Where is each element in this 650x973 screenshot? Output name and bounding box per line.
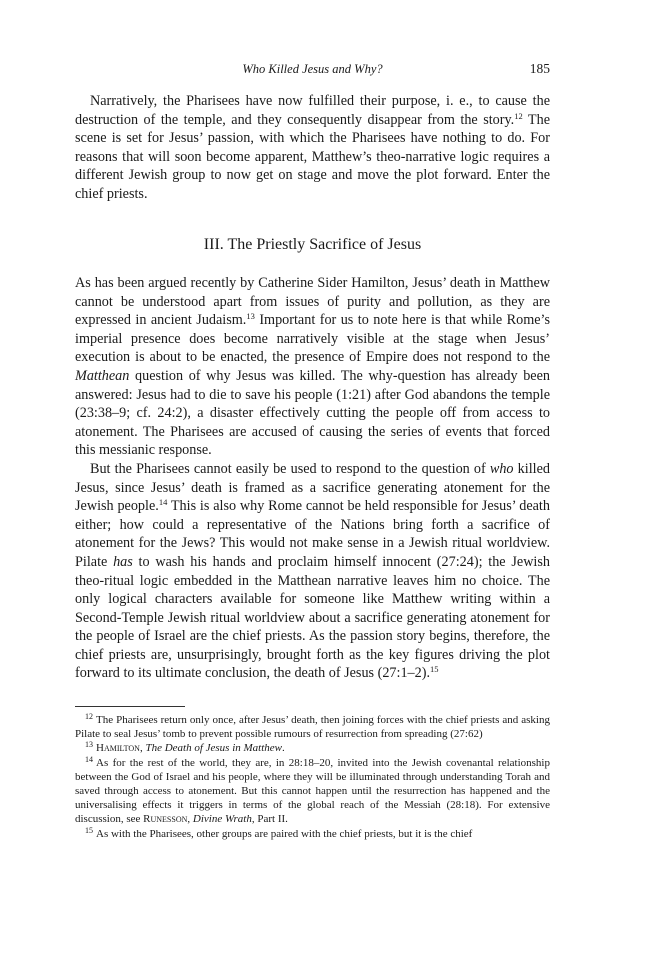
paragraph-2: As has been argued recently by Catherine Sider Hamilton, Jesus’ death in Matthew cannot be understood apart from issues of purity and pollution, as they are expressed in ancient Judaism.$^{13}$ Important for us to note here is that while Rome’s imperial presence does become narratively visible at the stage when Jesus’ execution is about to be enacted, the presence of Empire does not respond to the Matthean question of why Jesus was killed. The why-question has already been answered: Jesus had to die to save his people (1:21) after God abandons the temple (23:38–9; cf. 24:2), a disaster effectively cutting the people off from access to atonement. The Pharisees are accused of causing the series of events that forced this messianic response. bbox=[75, 275, 550, 459]
body-text-top bbox=[75, 92, 550, 204]
running-title: Who Killed Jesus and Why? bbox=[242, 62, 383, 76]
section-heading: III. The Priestly Sacrifice of Jesus bbox=[203, 236, 422, 253]
footnote-14: $^{14}$ As for the rest of the world, they are, in 28:18–20, invited into the Jewish covenantal relationship between the God of Israel and his people, where they will be illuminated through understanding Torah and saved through access to atonement. But this cannot happen until the resurrection has happened and the universalising effects it triggers in terms of the global reach of the Messiah (28:18). For extensive discussion, see Runesson, Divine Wrath, Part II. bbox=[75, 754, 550, 826]
footnote-12: $^{12}$ The Pharisees return only once, after Jesus’ death, then joining forces with the chief priests and asking Pilate to seal Jesus’ tomb to prevent possible rumours of resurrection from spreading (27:62) bbox=[75, 712, 550, 741]
footnote-ref-14[interactable]: 14 bbox=[158, 497, 168, 508]
footnotes bbox=[75, 706, 550, 841]
footnote-ref-12[interactable]: 12 bbox=[514, 110, 523, 121]
running-header bbox=[75, 62, 550, 80]
footnote-15: $^{15}$ As with the Pharisees, other groups are paired with the chief priests, but it is the chief bbox=[85, 825, 473, 840]
footnote-13: $^{13}$ Hamilton, The Death of Jesus in Matthew. bbox=[85, 740, 285, 755]
footnote-ref-15[interactable]: 15 bbox=[430, 664, 439, 675]
page-number: 185 bbox=[529, 61, 550, 76]
footnote-divider bbox=[75, 706, 185, 707]
footnote-ref-13[interactable]: 13 bbox=[246, 311, 255, 322]
paragraph-3: But the Pharisees cannot easily be used to respond to the question of who killed Jesus, since Jesus’ death is framed as a sacrifice generating atonement for the Jewish people.$^{14}$ This is also why Rome cannot be held responsible for Jesus’ death either; how could a representative of the Nations bring forth a sacrifice of atonement for the Jews? This would not make sense in a Jewish ritual worldview. Pilate has to wash his hands and proclaim himself innocent (27:24); the Jewish theo-ritual logic embedded in the Matthean narrative leaves him no choice. The only logical characters available for someone like Matthew writing within a Second-Temple Jewish ritual worldview about a sacrifice generating atonement for the people of Israel are the chief priests. As the passion story begins, therefore, the chief priests are, unsurprisingly, brought forth as the key figures driving the plot forward to its ultimate conclusion, the death of Jesus (27:1–2).$^{15}$ bbox=[75, 460, 550, 682]
paragraph-1: Narratively, the Pharisees have now fulfilled their purpose, i. e., to cause the destruction of the temple, and they consequently disappear from the story.$^{12}$ The scene is set for Jesus’ passion, with which the Pharisees have nothing to do. For reasons that will soon become apparent, Matthew’s theo-narrative logic requires a different Jewish group to now get on stage and move the plot forward. Enter the chief priests. bbox=[75, 93, 550, 202]
body-text-main bbox=[75, 274, 550, 683]
